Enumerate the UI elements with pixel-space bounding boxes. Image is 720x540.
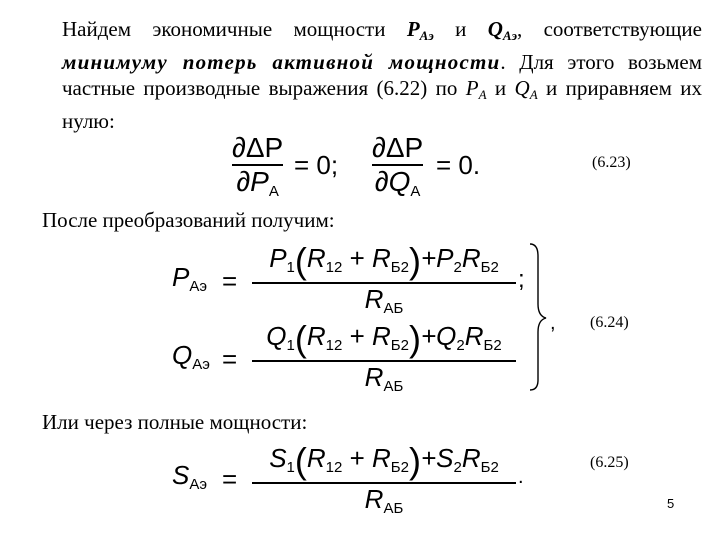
eq623-number: (6.23)	[592, 154, 631, 171]
intro-emphasis: минимуму потерь активной мощности	[62, 50, 501, 74]
eq624-fraction-1: P1(R12 + RБ2)+P2RБ2 RАБ	[252, 240, 516, 317]
eq625-period: .	[518, 466, 524, 488]
intro-text-1: Найдем экономичные мощности	[62, 17, 407, 41]
full-power-text: Или через полные мощности:	[42, 410, 308, 434]
eq624-fraction-2: Q1(R12 + RБ2)+Q2RБ2 RАБ	[252, 318, 516, 395]
intro-paragraph	[18, 16, 702, 134]
qa-symbol: $Q_A$	[514, 76, 538, 102]
eq624-lhs-1: PAэ	[172, 262, 208, 295]
eq624-number: (6.24)	[590, 314, 629, 331]
after-transform-text: После преобразований получим:	[42, 208, 335, 232]
slide-number: 5	[667, 496, 675, 511]
right-brace-icon	[528, 242, 550, 392]
eq624-comma: ,	[550, 312, 556, 334]
p-ae-symbol: $P_{Aэ}$	[406, 17, 434, 43]
slide-page: Найдем экономичные мощности $P_{Aэ}$ и $Q_{Aэ}$, соответствующие минимуму потерь активной мощности. Для этого возьмем частные производные выражения (6.22) по $P_A$ и $Q_A$ и приравняем их нулю: ∂ΔP ∂PA = 0; ∂ΔP ∂QA = 0. (6.23) После преобразований получим: PAэ = P1(R12 + RБ2)+P2RБ2 RАБ ; QAэ = Q1(R12 + RБ2)+Q2RБ2 RАБ , (6.24) Или через полные мощности: SAэ = S1(R12 + RБ2)+S2RБ2 RАБ . (6.25) 5	[0, 0, 720, 540]
eq623-fraction-2: ∂ΔP ∂QA	[372, 132, 424, 200]
eq623-fraction-1: ∂ΔP ∂PA	[232, 132, 284, 200]
eq625-fraction: S1(R12 + RБ2)+S2RБ2 RАБ	[252, 440, 516, 517]
pa-symbol: $P_A$	[465, 76, 487, 102]
eq623-rhs-2: = 0.	[436, 150, 481, 180]
eq625-number: (6.25)	[590, 454, 629, 471]
intro-text-4: и приравняем их нулю:	[62, 76, 702, 133]
eq623-rhs-1: = 0;	[294, 150, 339, 180]
eq624-semicolon: ;	[518, 266, 525, 293]
intro-text-2: , соответствующие	[516, 17, 702, 41]
intro-and-2: и	[486, 76, 515, 100]
q-ae-symbol: $Q_{Aэ}$	[487, 17, 517, 43]
intro-text-3: . Для этого возьмем частные производные выражения (6.22) по	[62, 50, 702, 100]
intro-and-1: и	[433, 17, 488, 41]
eq624-lhs-2: QAэ	[172, 340, 210, 373]
eq625-lhs: SAэ	[172, 460, 208, 493]
